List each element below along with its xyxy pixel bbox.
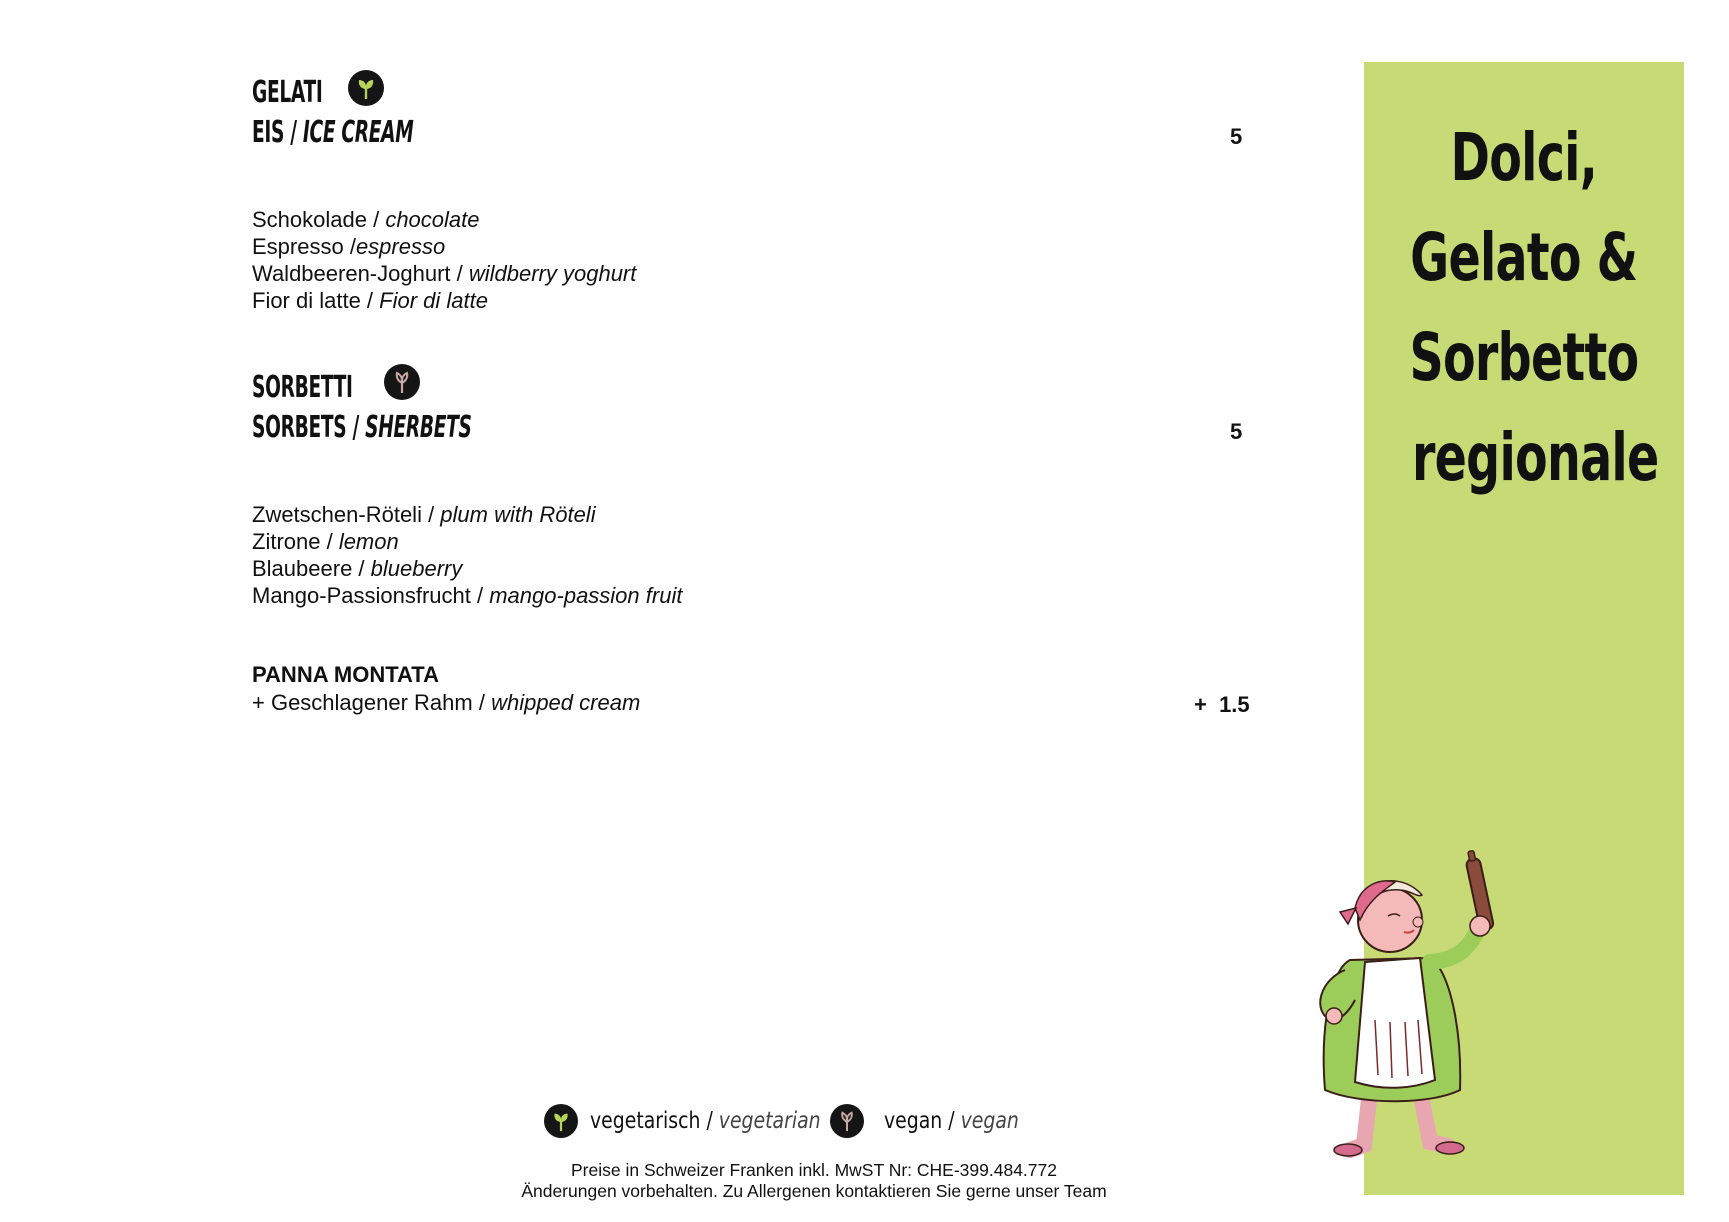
list-item: Blaubeere / blueberry [252,556,463,581]
sidebar-title: Dolci, Gelato & Sorbetto regionale [1409,119,1659,496]
extra-line: + Geschlagener Rahm / whipped cream [252,690,641,715]
list-item: Espresso /espresso [252,234,446,259]
section-title: GELATI [252,75,323,110]
list-item: Mango-Passionsfrucht / mango-passion fruit [252,583,683,608]
subtitle-en: ICE CREAM [302,115,414,150]
legend-vegetarian: vegetarisch / vegetarian [590,1108,821,1134]
subtitle-separator: / [346,410,366,445]
subtitle-de: SORBETS [252,410,347,445]
gelati-flavor-list [252,206,636,314]
list-item: Schokolade / chocolate [252,207,480,232]
gelati-subtitle [252,115,512,150]
subtitle-en: SHERBETS [365,410,472,445]
vegan-sprout-icon [384,364,420,400]
legend-vegan: vegan / vegan [884,1108,1019,1134]
vegetarian-leaf-icon [544,1104,578,1138]
sorbetti-flavor-list [252,501,682,609]
subtitle-de: EIS [252,115,285,150]
vegan-sprout-icon [830,1104,864,1138]
section-title: SORBETTI [252,370,353,405]
list-item: Fior di latte / Fior di latte [252,288,488,313]
extra-title: PANNA MONTATA [252,662,439,687]
list-item: Zitrone / lemon [252,529,399,554]
extra-price: + 1.5 [1194,692,1250,717]
subtitle-separator: / [284,115,303,150]
gelati-price: 5 [1230,124,1243,149]
diet-legend [544,1104,1048,1138]
sorbetti-price: 5 [1230,419,1243,444]
footer-note [414,1160,1214,1202]
nonna-with-rolling-pin-illustration [1300,850,1520,1160]
footer-line-allergens: Änderungen vorbehalten. Zu Allergenen kontaktieren Sie gerne unser Team [521,1181,1107,1201]
footer-line-prices: Preise in Schweizer Franken inkl. MwST Nr: CHE-399.484.772 [571,1160,1057,1180]
list-item: Zwetschen-Röteli / plum with Röteli [252,502,596,527]
list-item: Waldbeeren-Joghurt / wildberry yoghurt [252,261,637,286]
vegetarian-leaf-icon [348,70,384,106]
sorbetti-subtitle [252,410,606,445]
